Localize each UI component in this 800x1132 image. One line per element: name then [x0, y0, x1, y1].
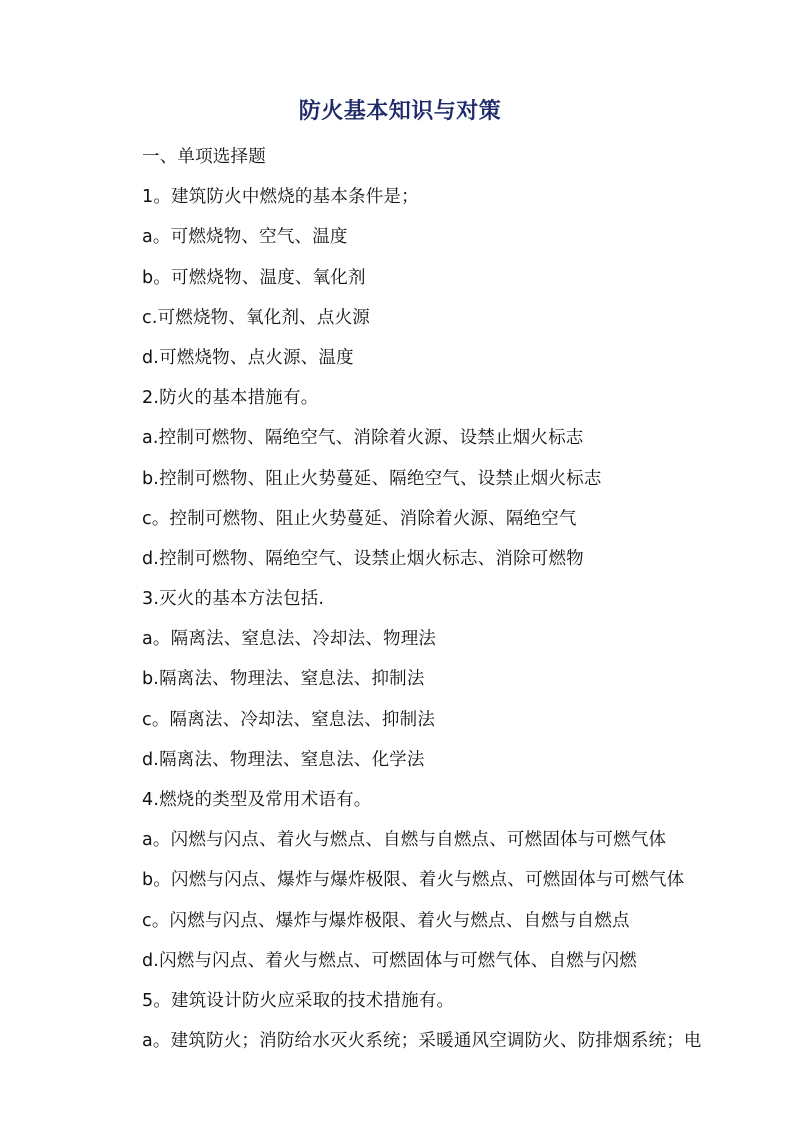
question-3: 3.灭火的基本方法包括. [142, 589, 325, 610]
question-4-option-a: a。闪燃与闪点、着火与燃点、自燃与自燃点、可燃固体与可燃气体 [142, 830, 667, 851]
question-5-option-a: a。建筑防火；消防给水灭火系统；采暖通风空调防火、防排烟系统；电 [142, 1031, 702, 1052]
question-3-option-b: b.隔离法、物理法、窒息法、抑制法 [142, 669, 425, 690]
question-3-option-c: c。隔离法、冷却法、窒息法、抑制法 [142, 709, 436, 730]
question-1-option-b: b。可燃烧物、温度、氧化剂 [142, 267, 366, 288]
question-2-option-d: d.控制可燃物、隔绝空气、设禁止烟火标志、消除可燃物 [142, 548, 584, 569]
question-2: 2.防火的基本措施有。 [142, 388, 319, 409]
question-2-option-c: c。控制可燃物、阻止火势蔓延、消除着火源、隔绝空气 [142, 508, 577, 529]
question-4-option-d: d.闪燃与闪点、着火与燃点、可燃固体与可燃气体、自燃与闪燃 [142, 950, 637, 971]
document-body [142, 145, 782, 1069]
document-title: 防火基本知识与对策 [298, 99, 502, 124]
section-heading: 一、单项选择题 [142, 147, 266, 167]
question-1-option-d: d.可燃烧物、点火源、温度 [142, 347, 354, 368]
question-1-option-c: c.可燃烧物、氧化剂、点火源 [142, 307, 370, 328]
question-4-option-c: c。闪燃与闪点、爆炸与爆炸极限、着火与燃点、自燃与自燃点 [142, 910, 630, 931]
question-1: 1。建筑防火中燃烧的基本条件是； [142, 187, 419, 208]
question-2-option-b: b.控制可燃物、阻止火势蔓延、隔绝空气、设禁止烟火标志 [142, 468, 602, 489]
question-2-option-a: a.控制可燃物、隔绝空气、消除着火源、设禁止烟火标志 [142, 428, 584, 449]
question-5: 5。建筑设计防火应采取的技术措施有。 [142, 990, 455, 1011]
question-1-option-a: a。可燃烧物、空气、温度 [142, 227, 348, 248]
question-3-option-d: d.隔离法、物理法、窒息法、化学法 [142, 749, 425, 770]
question-4-option-b: b。闪燃与闪点、爆炸与爆炸极限、着火与燃点、可燃固体与可燃气体 [142, 870, 685, 891]
question-3-option-a: a。隔离法、窒息法、冷却法、物理法 [142, 629, 437, 650]
question-4: 4.燃烧的类型及常用术语有。 [142, 790, 372, 810]
